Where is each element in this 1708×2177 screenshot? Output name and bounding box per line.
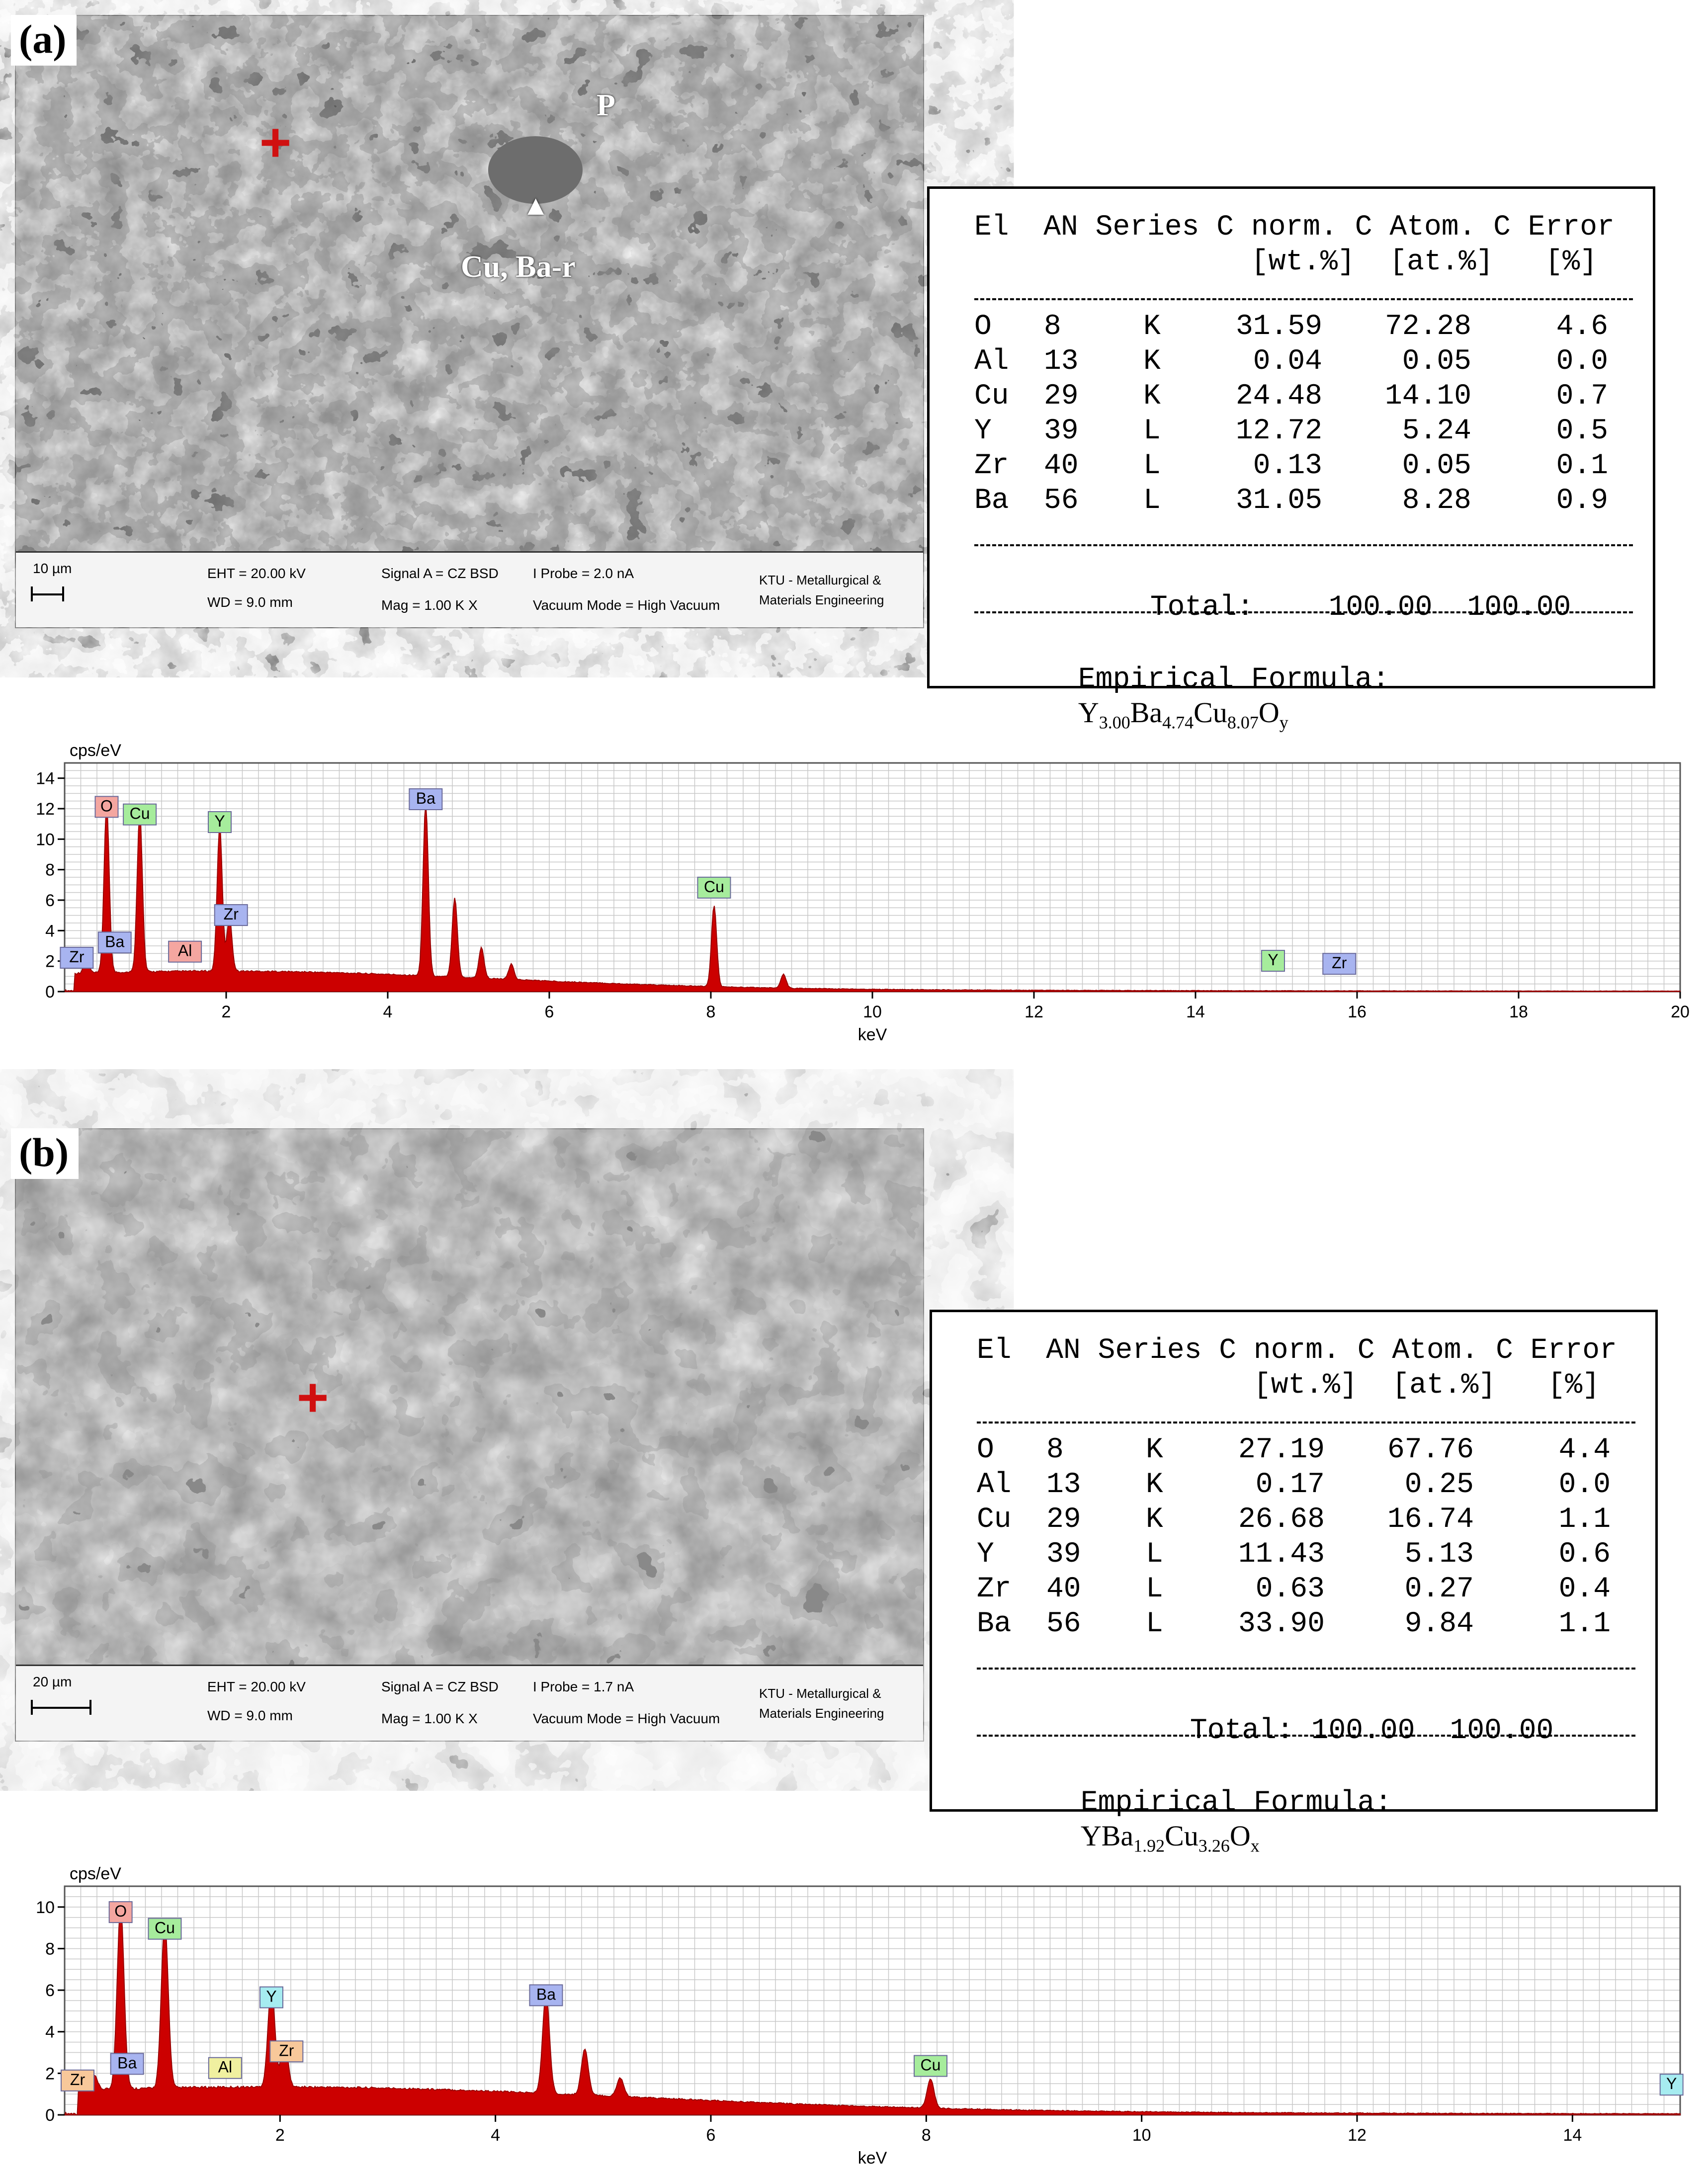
eds-cell-an: 13 — [1046, 1469, 1081, 1501]
peak-label-text: Cu — [704, 877, 724, 896]
spot-marker: + — [297, 1367, 329, 1428]
spot-marker: + — [259, 112, 292, 173]
peak-label-text: Y — [1666, 2075, 1677, 2093]
eds-cell-wt: 11.43 — [1238, 1538, 1325, 1571]
eds-cell-err: 0.9 — [1556, 485, 1608, 517]
eds-cell-at: 0.05 — [1402, 345, 1471, 378]
eds-cell-el: Al — [974, 345, 1009, 378]
eds-cell-err: 0.4 — [1558, 1573, 1611, 1605]
y-tick-label: 8 — [45, 1939, 55, 1959]
y-tick-label: 10 — [36, 830, 55, 849]
mag: Mag = 1.00 K X — [381, 597, 478, 613]
total-label: Total: — [1150, 591, 1254, 624]
vacuum-mode: Vacuum Mode = High Vacuum — [533, 1711, 720, 1726]
eds-divider — [977, 1422, 1635, 1423]
x-tick-label: 10 — [863, 1003, 882, 1021]
peak-label — [60, 947, 93, 968]
y-tick-label: 2 — [45, 952, 55, 971]
formula-label: Empirical Formula: — [1080, 1787, 1392, 1819]
eds-cell-wt: 26.68 — [1238, 1504, 1325, 1536]
eds-cell-el: Ba — [977, 1608, 1012, 1640]
eds-cell-err: 1.1 — [1558, 1504, 1611, 1536]
vacuum-mode: Vacuum Mode = High Vacuum — [533, 597, 720, 613]
signal: Signal A = CZ BSD — [381, 1679, 499, 1694]
y-tick-label: 8 — [45, 860, 55, 880]
scale-bar-tick — [89, 1700, 91, 1715]
x-tick-label: 8 — [921, 2126, 931, 2145]
signal: Signal A = CZ BSD — [381, 566, 499, 581]
eds-cell-wt: 31.05 — [1235, 485, 1322, 517]
y-tick-label: 6 — [45, 891, 55, 910]
y-tick-label: 4 — [45, 2022, 55, 2042]
scale-bar-tick — [31, 1700, 33, 1715]
y-tick-label: 10 — [36, 1898, 55, 1917]
formula-subscript: 1.92 — [1133, 1836, 1165, 1856]
eds-cell-series: K — [1143, 311, 1161, 343]
x-tick-label: 2 — [275, 2126, 285, 2145]
peak-label-text: Zr — [279, 2041, 294, 2060]
eds-divider — [977, 1735, 1635, 1737]
eds-cell-at: 0.27 — [1404, 1573, 1474, 1605]
y-tick-label: 6 — [45, 1981, 55, 2001]
peak-label-text: Zr — [69, 947, 85, 966]
y-tick-label: 0 — [45, 2106, 55, 2125]
peak-label — [98, 932, 131, 953]
y-tick-label: 4 — [45, 921, 55, 941]
eds-divider — [974, 298, 1633, 300]
eds-cell-series: K — [1146, 1469, 1163, 1501]
eds-cell-at: 16.74 — [1387, 1504, 1474, 1536]
peak-label — [914, 2056, 947, 2077]
x-tick-label: 14 — [1563, 2126, 1582, 2145]
scale-bar — [31, 1707, 90, 1709]
eds-divider — [977, 1668, 1635, 1670]
formula-element: YBa — [1080, 1820, 1134, 1852]
peak-label-text: Ba — [536, 1985, 556, 2004]
eds-cell-at: 8.28 — [1402, 485, 1471, 517]
peak-label — [409, 789, 442, 810]
formula-value — [1078, 696, 1288, 733]
peak-label — [111, 2053, 144, 2074]
mag: Mag = 1.00 K X — [381, 1711, 478, 1726]
eds-cell-at: 67.76 — [1387, 1434, 1474, 1466]
eds-cell-an: 56 — [1044, 485, 1079, 517]
spectrum-plot — [36, 736, 1690, 1054]
label-cu-ba-r: Cu, Ba-r — [461, 250, 576, 284]
peak-label-text: Ba — [105, 932, 125, 951]
peak-label-text: Al — [177, 941, 192, 960]
grid — [65, 763, 1680, 992]
eds-cell-at: 14.10 — [1384, 380, 1471, 413]
total-wt: 100.00 — [1328, 591, 1433, 624]
eds-cell-wt: 31.59 — [1235, 311, 1322, 343]
peak-label — [270, 2041, 303, 2062]
eds-table — [927, 186, 1655, 733]
eds-cell-el: Y — [977, 1538, 994, 1571]
eds-header-2: [wt.%] [at.%] [%] — [974, 246, 1598, 278]
eds-cell-wt: 0.63 — [1255, 1573, 1325, 1605]
eds-header-2: [wt.%] [at.%] [%] — [977, 1369, 1600, 1402]
scale-label: 20 µm — [33, 1674, 72, 1689]
peak-label — [109, 1902, 132, 1923]
eds-cell-at: 9.84 — [1404, 1608, 1474, 1640]
x-tick-label: 16 — [1348, 1003, 1366, 1021]
peak-label — [61, 2070, 94, 2091]
eds-cell-el: Al — [977, 1469, 1012, 1501]
y-axis-label: cps/eV — [70, 741, 121, 760]
eds-cell-el: Cu — [977, 1504, 1012, 1536]
peak-label-text: Cu — [155, 1919, 175, 1937]
eds-cell-wt: 24.48 — [1235, 380, 1322, 413]
scale-bar-tick — [31, 586, 33, 601]
x-tick-label: 6 — [706, 2126, 716, 2145]
eds-cell-series: L — [1143, 450, 1161, 482]
formula-element: O — [1229, 1820, 1251, 1852]
eds-cell-el: O — [977, 1434, 994, 1466]
eds-header-1: El AN Series C norm. C Atom. C Error — [977, 1335, 1617, 1367]
eds-cell-err: 1.1 — [1558, 1608, 1611, 1640]
eds-cell-series: K — [1143, 345, 1161, 378]
eds-cell-an: 29 — [1046, 1504, 1081, 1536]
x-tick-label: 6 — [544, 1003, 554, 1021]
y-tick-label: 2 — [45, 2064, 55, 2084]
peak-label-text: Cu — [129, 804, 150, 823]
eds-cell-el: Zr — [974, 450, 1009, 482]
label-p: P — [597, 88, 615, 122]
x-tick-label: 4 — [491, 2126, 501, 2145]
lab-line-1: KTU - Metallurgical & — [759, 573, 881, 587]
x-tick-label: 12 — [1348, 2126, 1366, 2145]
x-axis-label: keV — [857, 2149, 887, 2168]
sem-micrograph — [15, 15, 924, 628]
x-tick-label: 14 — [1186, 1003, 1205, 1021]
formula-subscript: 8.07 — [1227, 712, 1259, 733]
y-tick-label: 14 — [36, 769, 55, 788]
eds-cell-el: O — [974, 311, 992, 343]
eds-cell-el: Y — [974, 415, 992, 447]
wd: WD = 9.0 mm — [207, 594, 293, 610]
sem-info-bar — [16, 551, 923, 627]
peak-label — [530, 1985, 563, 2006]
peak-label — [169, 941, 201, 962]
eds-cell-el: Zr — [977, 1573, 1012, 1605]
eds-cell-wt: 0.13 — [1253, 450, 1322, 482]
peak-label — [1660, 2074, 1683, 2095]
formula-subscript: y — [1279, 712, 1288, 733]
eds-cell-at: 5.13 — [1404, 1538, 1474, 1571]
panel-b — [0, 1113, 1708, 2168]
x-tick-label: 20 — [1671, 1003, 1690, 1021]
peak-label — [1323, 953, 1356, 974]
peak-label-text: Y — [1268, 951, 1279, 969]
peak-label — [95, 796, 118, 817]
scale-bar-tick — [62, 586, 64, 601]
eds-cell-series: L — [1143, 485, 1161, 517]
peak-label — [209, 2058, 242, 2079]
peak-label-text: Zr — [223, 905, 239, 923]
peak-label-text: Cu — [920, 2056, 941, 2074]
formula-element: Ba — [1130, 696, 1163, 729]
arrow-up: ▲ — [522, 190, 550, 221]
peak-label-text: Zr — [70, 2070, 85, 2089]
y-tick-label: 12 — [36, 800, 55, 819]
peak-label-text: O — [114, 1902, 127, 1921]
eds-divider — [974, 544, 1633, 546]
eds-cell-err: 4.4 — [1558, 1434, 1611, 1466]
eds-cell-an: 56 — [1046, 1608, 1081, 1640]
x-tick-label: 8 — [706, 1003, 716, 1021]
grid — [65, 1886, 1680, 2115]
eds-cell-at: 72.28 — [1384, 311, 1471, 343]
eds-cell-series: K — [1143, 380, 1161, 413]
eds-cell-wt: 0.04 — [1253, 345, 1322, 378]
eds-cell-at: 5.24 — [1402, 415, 1471, 447]
eds-cell-el: Ba — [974, 485, 1009, 517]
panel-a — [0, 0, 1708, 1069]
x-tick-label: 18 — [1509, 1003, 1528, 1021]
eds-cell-an: 8 — [1046, 1434, 1064, 1466]
eht: EHT = 20.00 kV — [207, 566, 306, 581]
probe: I Probe = 1.7 nA — [533, 1679, 634, 1694]
peak-label-text: Ba — [416, 789, 435, 807]
peak-label-text: Y — [214, 812, 225, 830]
formula-element: Cu — [1194, 696, 1227, 729]
total-at: 100.00 — [1450, 1715, 1554, 1747]
panel-label: (a) — [11, 15, 77, 66]
spectrum-plot — [36, 1859, 1685, 2177]
eds-cell-an: 40 — [1044, 450, 1079, 482]
eds-cell-at: 0.25 — [1404, 1469, 1474, 1501]
lab-line-1: KTU - Metallurgical & — [759, 1686, 881, 1701]
eds-spectrum — [36, 1859, 1685, 2177]
eds-cell-series: L — [1146, 1573, 1163, 1605]
x-tick-label: 2 — [221, 1003, 231, 1021]
eds-cell-wt: 0.17 — [1255, 1469, 1325, 1501]
eds-cell-series: L — [1146, 1538, 1163, 1571]
eds-cell-an: 40 — [1046, 1573, 1081, 1605]
probe: I Probe = 2.0 nA — [533, 566, 634, 581]
eds-spectrum — [36, 736, 1690, 1054]
eds-cell-err: 0.6 — [1558, 1538, 1611, 1571]
eds-cell-at: 0.05 — [1402, 450, 1471, 482]
formula-value — [1080, 1820, 1260, 1856]
eds-cell-err: 0.5 — [1556, 415, 1608, 447]
peak-label-text: Al — [218, 2058, 233, 2076]
formula-subscript: 3.26 — [1198, 1836, 1230, 1856]
eds-cell-series: K — [1146, 1434, 1163, 1466]
peak-label — [698, 877, 731, 898]
peak-label-text: Zr — [1332, 954, 1347, 972]
scale-label: 10 µm — [33, 561, 72, 576]
y-tick-label: 0 — [45, 983, 55, 1002]
lab-line-2: Materials Engineering — [759, 1706, 884, 1721]
eds-cell-wt: 27.19 — [1238, 1434, 1325, 1466]
eds-cell-an: 13 — [1044, 345, 1079, 378]
x-tick-label: 10 — [1132, 2126, 1151, 2145]
sem-info-bar — [16, 1665, 923, 1741]
eds-cell-series: K — [1146, 1504, 1163, 1536]
lab-line-2: Materials Engineering — [759, 592, 884, 607]
formula-element: O — [1258, 696, 1280, 729]
eds-header-1: El AN Series C norm. C Atom. C Error — [974, 211, 1615, 244]
peak-label — [260, 1987, 283, 2008]
eds-divider — [974, 611, 1633, 613]
eds-cell-wt: 12.72 — [1235, 415, 1322, 447]
peak-label — [208, 812, 231, 833]
eds-cell-wt: 33.90 — [1238, 1608, 1325, 1640]
eds-cell-err: 0.0 — [1556, 345, 1608, 378]
x-axis-label: keV — [857, 1025, 887, 1044]
peak-label — [149, 1919, 181, 1939]
eds-cell-err: 0.0 — [1558, 1469, 1611, 1501]
eds-cell-series: L — [1143, 415, 1161, 447]
scale-bar — [31, 593, 63, 595]
y-axis-label: cps/eV — [70, 1864, 121, 1883]
formula-subscript: 4.74 — [1162, 712, 1194, 733]
eht: EHT = 20.00 kV — [207, 1679, 306, 1694]
wd: WD = 9.0 mm — [207, 1708, 293, 1723]
x-tick-label: 4 — [383, 1003, 393, 1021]
peak-label — [123, 804, 156, 825]
formula-subscript: x — [1250, 1836, 1260, 1856]
x-tick-label: 12 — [1025, 1003, 1043, 1021]
sem-micrograph — [15, 1128, 924, 1742]
formula-element: Y — [1078, 696, 1099, 729]
eds-cell-an: 39 — [1046, 1538, 1081, 1571]
total-label: Total: — [1190, 1715, 1294, 1747]
peak-label-text: Ba — [117, 2054, 137, 2072]
eds-cell-an: 8 — [1044, 311, 1061, 343]
formula-label: Empirical Formula: — [1078, 664, 1390, 696]
total-at: 100.00 — [1467, 591, 1571, 624]
eds-cell-err: 0.7 — [1556, 380, 1608, 413]
panel-label: (b) — [11, 1128, 79, 1179]
micrograph-texture — [16, 1129, 923, 1731]
peak-label-text: Y — [266, 1987, 277, 2006]
micrograph-texture — [16, 16, 923, 617]
formula-subscript: 3.00 — [1099, 712, 1130, 733]
total-wt: 100.00 — [1311, 1715, 1415, 1747]
eds-cell-err: 4.6 — [1556, 311, 1608, 343]
eds-table — [930, 1310, 1658, 1856]
eds-cell-err: 0.1 — [1556, 450, 1608, 482]
eds-cell-el: Cu — [974, 380, 1009, 413]
eds-cell-an: 29 — [1044, 380, 1079, 413]
peak-label-text: O — [100, 797, 113, 815]
peak-label — [215, 905, 248, 925]
eds-cell-an: 39 — [1044, 415, 1079, 447]
peak-label — [1262, 950, 1284, 971]
formula-element: Cu — [1165, 1820, 1198, 1852]
eds-cell-series: L — [1146, 1608, 1163, 1640]
